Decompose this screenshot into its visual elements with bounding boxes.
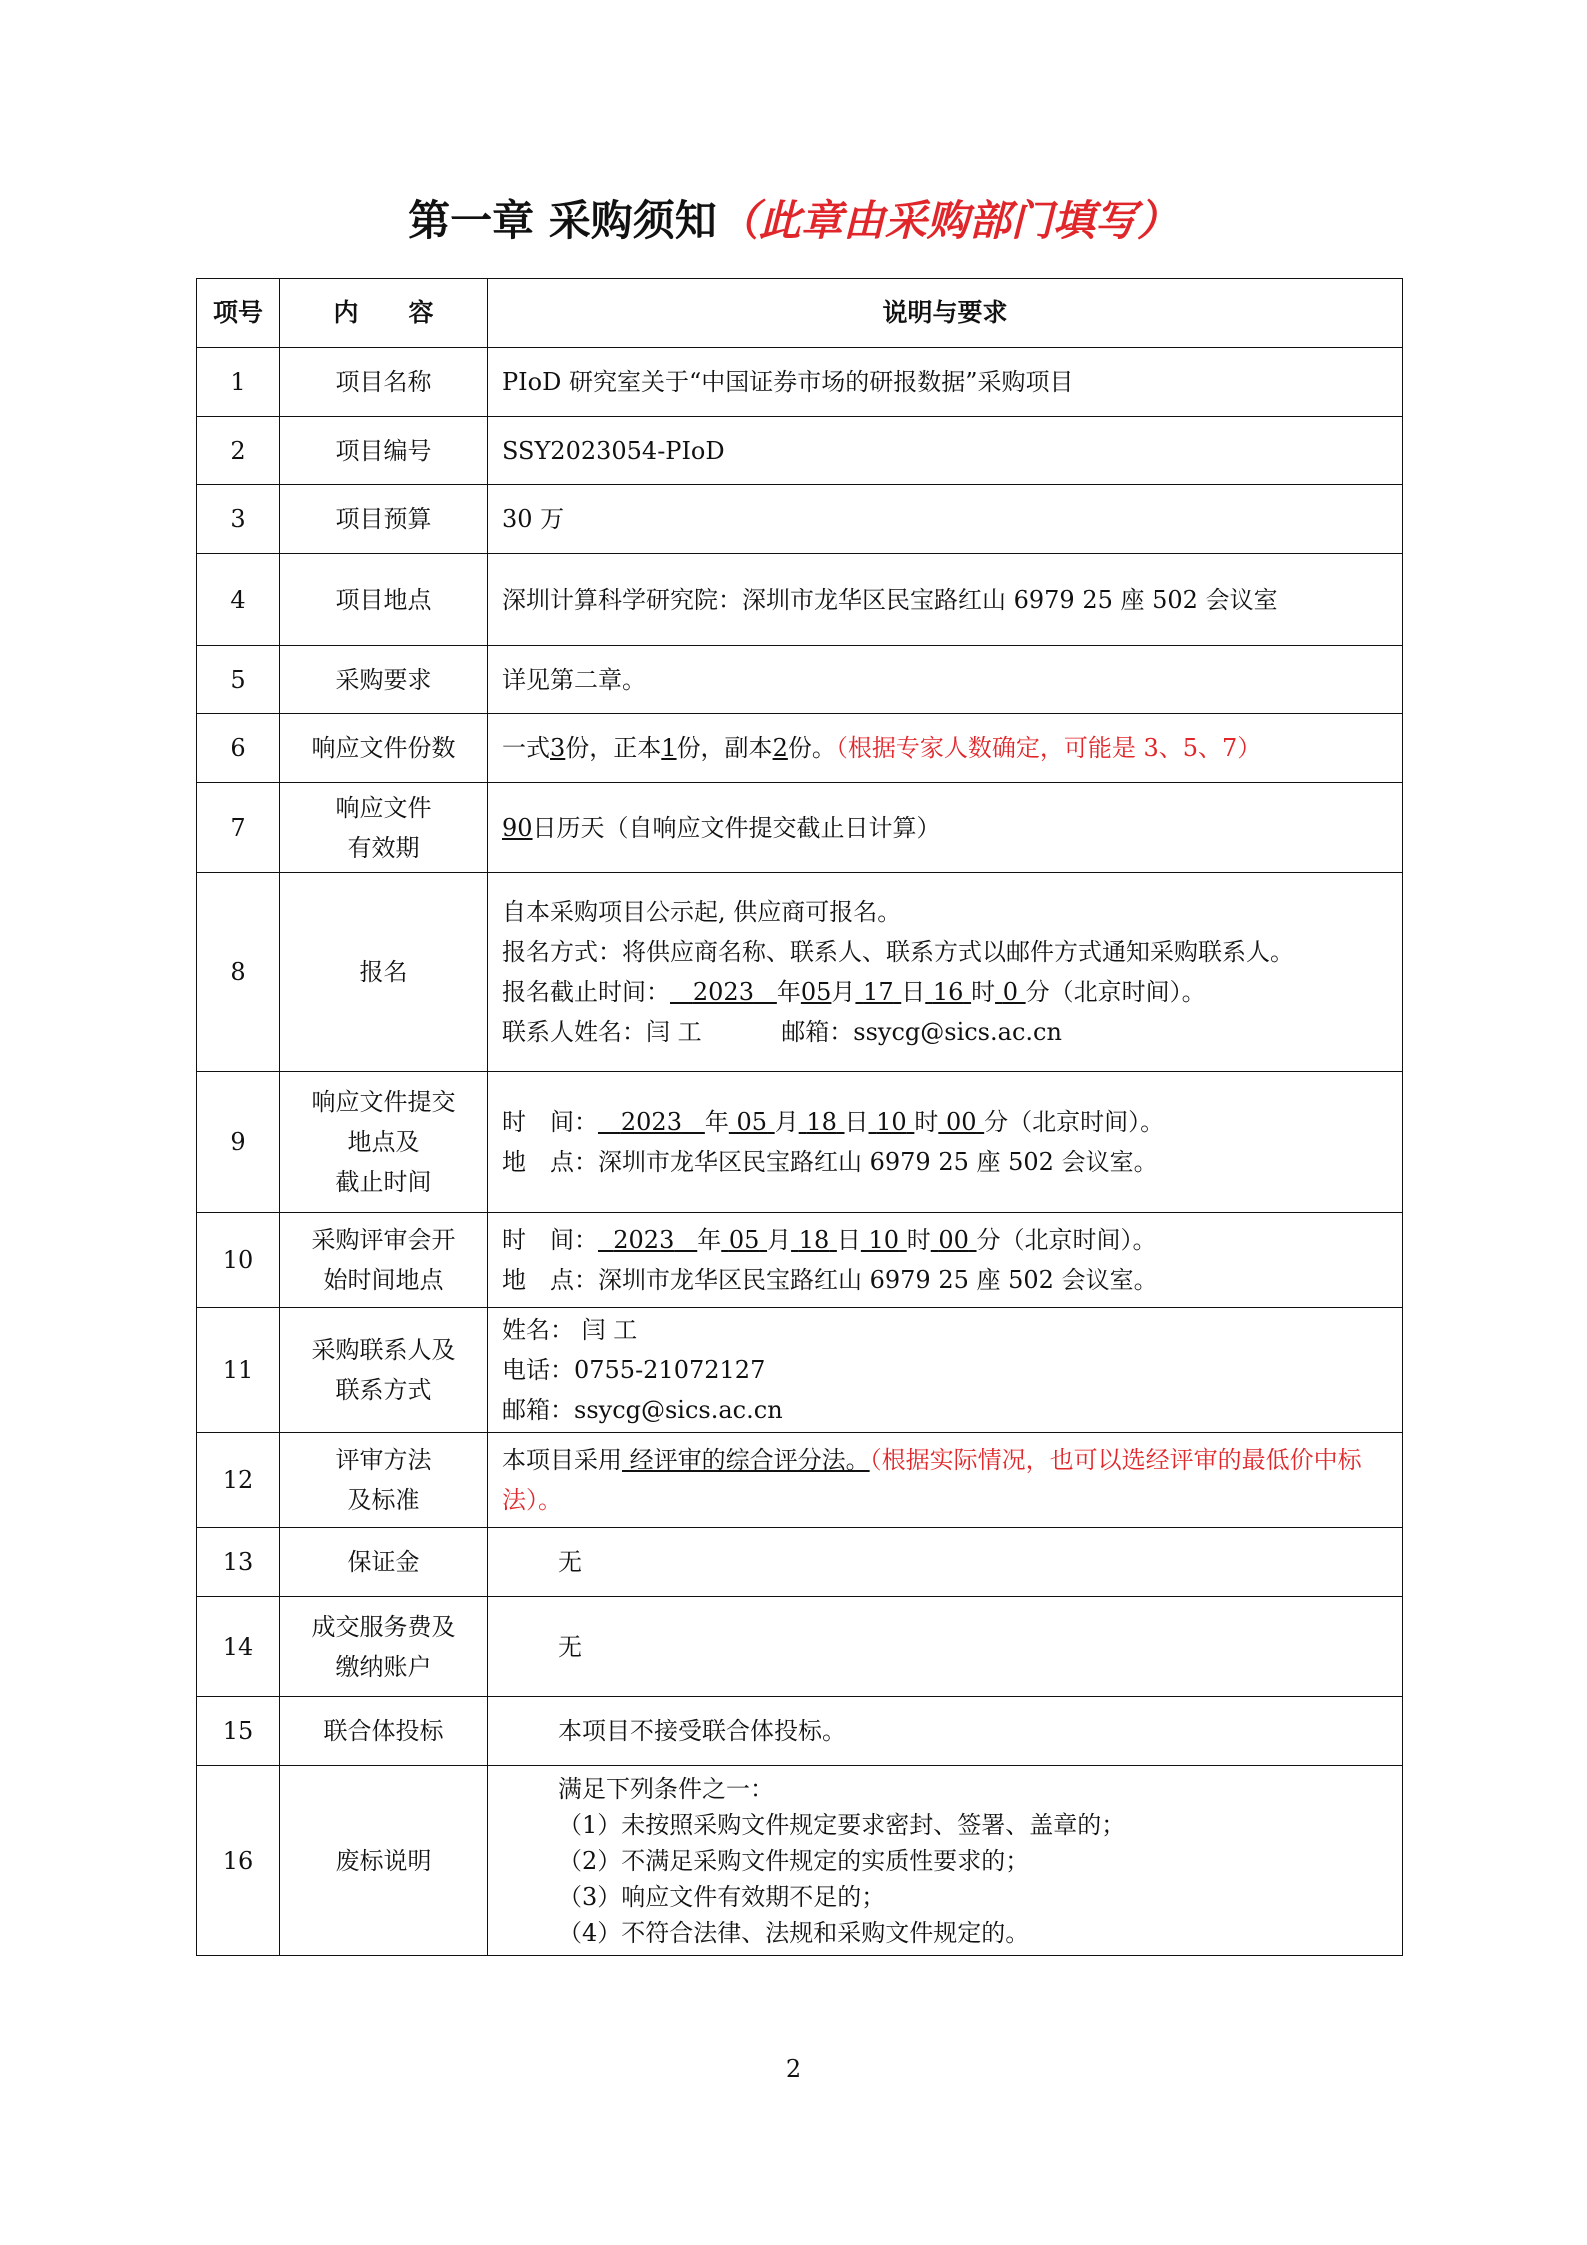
table-row xyxy=(197,1697,1403,1766)
copies-text: 份，正本 xyxy=(565,734,662,762)
table-row xyxy=(197,1528,1403,1597)
chapter-title xyxy=(0,188,1587,248)
row-description: 无 xyxy=(488,1528,1403,1597)
row-item-name: 采购评审会开 始时间地点 xyxy=(280,1213,488,1308)
row-item-name: 项目名称 xyxy=(280,348,488,417)
table-row xyxy=(197,417,1403,485)
header-content: 内 容 xyxy=(280,279,488,348)
copies-text: 一式 xyxy=(502,734,550,762)
row-description xyxy=(488,714,1403,783)
row-description: 自本采购项目公示起, 供应商可报名。 报名方式：将供应商名称、联系人、联系方式以邮件方式通知采购联系人。 报名截止时间： 2023 年05月 17 日 16 时 0 分（北京时间）。 联系人姓名：闫 工 邮箱：ssycg@sics.ac.cn xyxy=(488,873,1403,1072)
table-row xyxy=(197,1597,1403,1697)
row-item-name: 采购联系人及 联系方式 xyxy=(280,1308,488,1433)
row-description: 本项目不接受联合体投标。 xyxy=(488,1697,1403,1766)
row-number: 15 xyxy=(197,1697,280,1766)
row-description: 详见第二章。 xyxy=(488,646,1403,714)
row-description: 深圳计算科学研究院：深圳市龙华区民宝路红山 6979 25 座 502 会议室 xyxy=(488,554,1403,646)
row-item-name: 评审方法 及标准 xyxy=(280,1433,488,1528)
row-item-name: 响应文件提交 地点及 截止时间 xyxy=(280,1072,488,1213)
table-row xyxy=(197,1213,1403,1308)
copies-note: （根据专家人数确定，可能是 3、5、7） xyxy=(835,734,1262,762)
row-description: 满足下列条件之一： （1）未按照采购文件规定要求密封、签署、盖章的； （2）不满足采购文件规定的实质性要求的； （3）响应文件有效期不足的； （4）不符合法律、法规和采购文件规定的。 xyxy=(488,1766,1403,1956)
row-description: 无 xyxy=(488,1597,1403,1697)
row-number: 10 xyxy=(197,1213,280,1308)
chapter-title-text: 第一章 采购须知 xyxy=(408,196,717,245)
row-item-name: 项目预算 xyxy=(280,485,488,554)
row-number: 1 xyxy=(197,348,280,417)
table-row xyxy=(197,783,1403,873)
table-row xyxy=(197,348,1403,417)
method-underlined: 经评审的综合评分法。 xyxy=(622,1446,870,1474)
row-number: 13 xyxy=(197,1528,280,1597)
row-item-name: 项目地点 xyxy=(280,554,488,646)
row-number: 16 xyxy=(197,1766,280,1956)
row-number: 8 xyxy=(197,873,280,1072)
row-item-name: 废标说明 xyxy=(280,1766,488,1956)
copies-text: 份，副本 xyxy=(676,734,773,762)
copies-duplicate: 2 xyxy=(772,734,788,762)
row-item-name: 采购要求 xyxy=(280,646,488,714)
row-item-name: 联合体投标 xyxy=(280,1697,488,1766)
row-item-name: 报名 xyxy=(280,873,488,1072)
row-number: 6 xyxy=(197,714,280,783)
row-description xyxy=(488,1433,1403,1528)
copies-total: 3 xyxy=(550,734,566,762)
row-description: 30 万 xyxy=(488,485,1403,554)
row-item-name: 项目编号 xyxy=(280,417,488,485)
row-description: 姓名： 闫 工 电话：0755-21072127 邮箱：ssycg@sics.ac.cn xyxy=(488,1308,1403,1433)
table-header-row xyxy=(197,279,1403,348)
table-row xyxy=(197,873,1403,1072)
validity-days: 90 xyxy=(502,813,533,842)
row-number: 12 xyxy=(197,1433,280,1528)
row-number: 2 xyxy=(197,417,280,485)
table-row xyxy=(197,1308,1403,1433)
row-number: 3 xyxy=(197,485,280,554)
table-row xyxy=(197,1433,1403,1528)
row-number: 7 xyxy=(197,783,280,873)
row-number: 11 xyxy=(197,1308,280,1433)
row-description: PIoD 研究室关于“中国证券市场的研报数据”采购项目 xyxy=(488,348,1403,417)
row-item-name: 成交服务费及 缴纳账户 xyxy=(280,1597,488,1697)
page-number: 2 xyxy=(785,2055,802,2083)
table-row xyxy=(197,714,1403,783)
method-text: 本项目采用 xyxy=(502,1446,622,1474)
row-number: 5 xyxy=(197,646,280,714)
table-row xyxy=(197,1766,1403,1956)
header-item-no: 项号 xyxy=(197,279,280,348)
table-row xyxy=(197,554,1403,646)
chapter-title-note: （此章由采购部门填写） xyxy=(716,196,1179,245)
row-description: 时 间： 2023 年 05 月 18 日 10 时 00 分（北京时间）。 地 点：深圳市龙华区民宝路红山 6979 25 座 502 会议室。 xyxy=(488,1213,1403,1308)
table-row xyxy=(197,646,1403,714)
method-note: （根据实际情况，也可以选经评审的最低价中标法）。 xyxy=(502,1446,1362,1514)
row-description: 时 间： 2023 年 05 月 18 日 10 时 00 分（北京时间）。 地 点：深圳市龙华区民宝路红山 6979 25 座 502 会议室。 xyxy=(488,1072,1403,1213)
validity-text: 日历天（自响应文件提交截止日计算） xyxy=(532,813,941,842)
procurement-notice-table xyxy=(196,278,1403,1956)
row-number: 14 xyxy=(197,1597,280,1697)
row-number: 4 xyxy=(197,554,280,646)
row-item-name: 响应文件 有效期 xyxy=(280,783,488,873)
row-description: SSY2023054-PIoD xyxy=(488,417,1403,485)
table-row xyxy=(197,1072,1403,1213)
row-item-name: 响应文件份数 xyxy=(280,714,488,783)
row-item-name: 保证金 xyxy=(280,1528,488,1597)
row-number: 9 xyxy=(197,1072,280,1213)
copies-original: 1 xyxy=(661,734,677,762)
copies-text: 份。 xyxy=(787,734,836,762)
row-description xyxy=(488,783,1403,873)
header-description: 说明与要求 xyxy=(488,279,1403,348)
table-row xyxy=(197,485,1403,554)
